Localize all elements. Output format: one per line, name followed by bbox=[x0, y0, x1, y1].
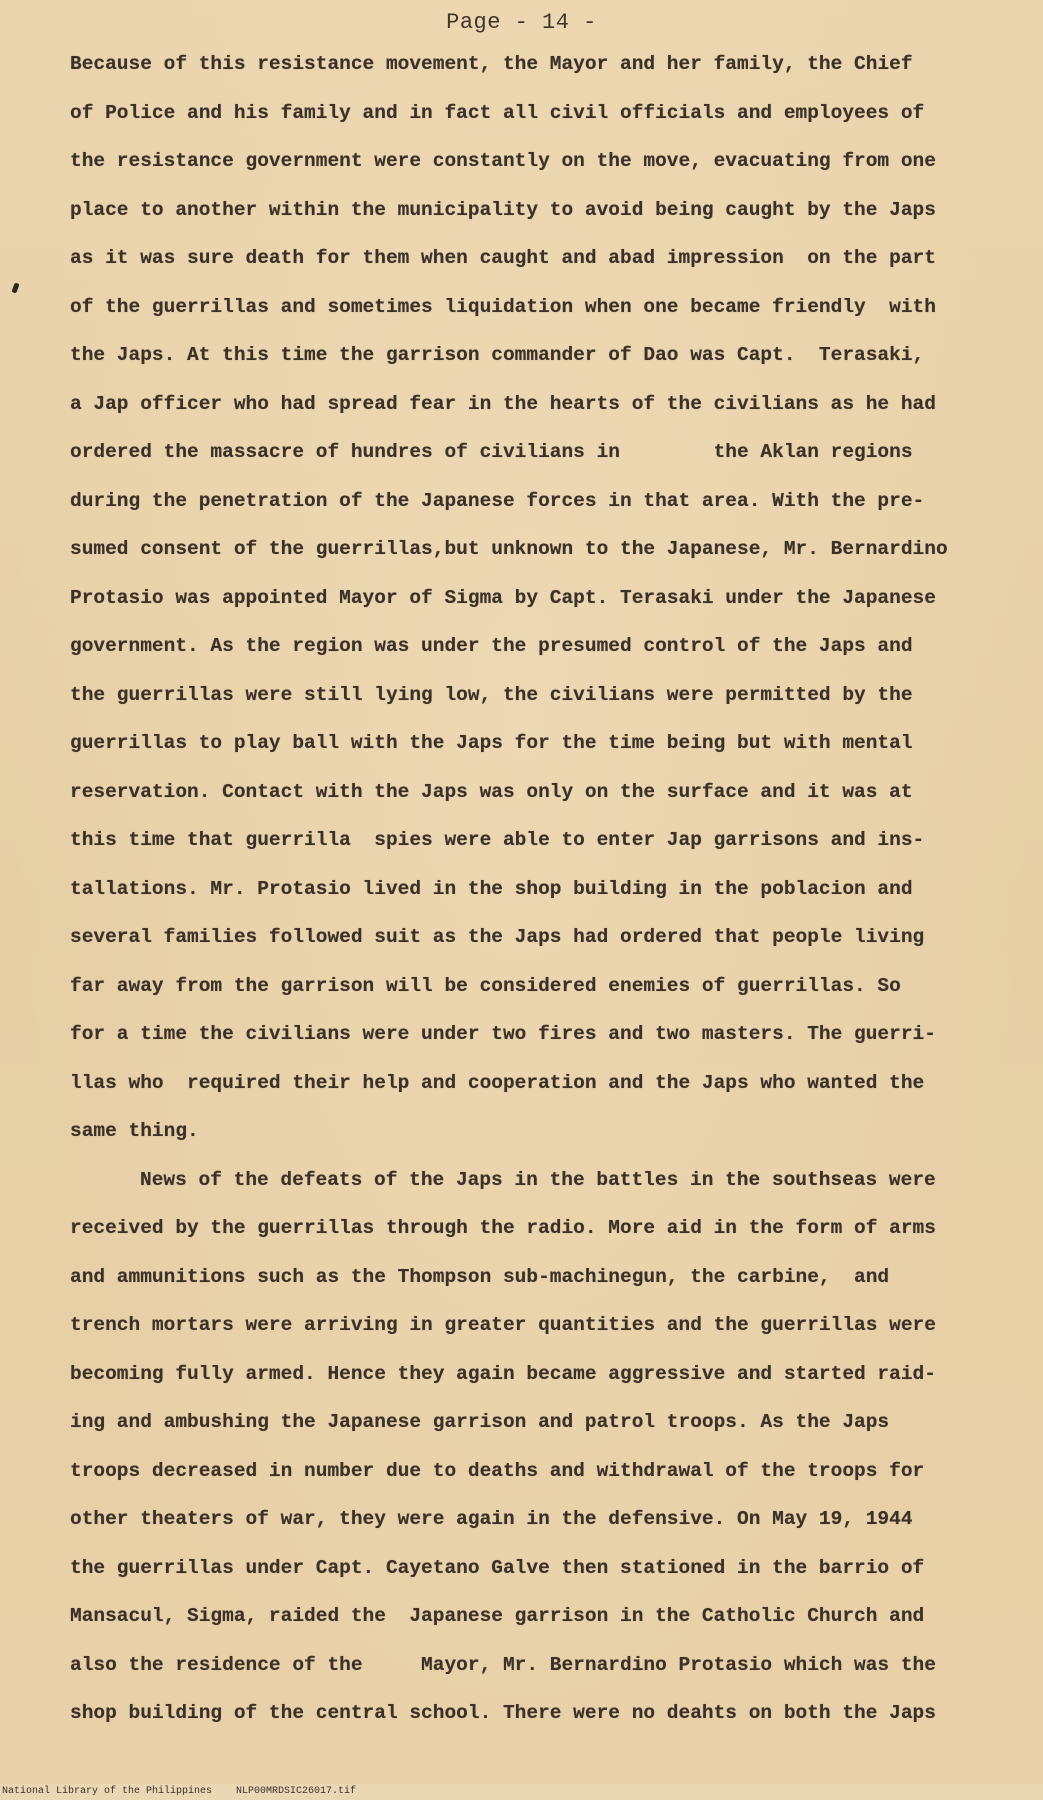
text-line: ing and ambushing the Japanese garrison and patrol troops. As the Japs bbox=[70, 1411, 890, 1433]
text-line: during the penetration of the Japanese forces in that area. With the pre- bbox=[70, 489, 925, 512]
text-line: this time that guerrilla spies were able to enter Jap garrisons and ins- bbox=[70, 829, 925, 851]
text-line: of Police and his family and in fact all civil officials and employees of bbox=[70, 101, 925, 124]
text-line: troops decreased in number due to deaths and withdrawal of the troops for bbox=[70, 1459, 925, 1482]
text-line: shop building of the central school. There were no deahts on both the Japs bbox=[70, 1702, 936, 1724]
text-line: also the residence of the Mayor, Mr. Bernardino Protasio which was the bbox=[70, 1653, 936, 1676]
paragraph-2 bbox=[70, 1156, 990, 1738]
text-line: a Jap officer who had spread fear in the hearts of the civilians as he had bbox=[70, 392, 936, 415]
text-line: ordered the massacre of hundres of civilians in the Aklan regions bbox=[70, 441, 913, 463]
text-line: tallations. Mr. Protasio lived in the shop building in the poblacion and bbox=[70, 877, 913, 900]
text-line: Protasio was appointed Mayor of Sigma by Capt. Terasaki under the Japanese bbox=[70, 586, 936, 609]
archive-footer: National Library of the Philippines NLP00MRDSIC26017.tif bbox=[0, 1784, 1043, 1800]
text-line: becoming fully armed. Hence they again became aggressive and started raid- bbox=[70, 1362, 936, 1385]
text-line: government. As the region was under the presumed control of the Japs and bbox=[70, 635, 913, 657]
text-line: the guerrillas were still lying low, the civilians were permitted by the bbox=[70, 683, 913, 706]
paragraph-1 bbox=[70, 40, 990, 1156]
text-line: for a time the civilians were under two fires and two masters. The guerri- bbox=[70, 1023, 936, 1045]
text-line: the guerrillas under Capt. Cayetano Galve then stationed in the barrio of bbox=[70, 1556, 925, 1579]
text-line: same thing. bbox=[70, 1120, 199, 1142]
text-line: as it was sure death for them when caught and abad impression on the part bbox=[70, 247, 936, 269]
text-line: and ammunitions such as the Thompson sub-machinegun, the carbine, and bbox=[70, 1265, 890, 1288]
text-line: far away from the garrison will be considered enemies of guerrillas. So bbox=[70, 974, 901, 997]
text-line: the resistance government were constantly on the move, evacuating from one bbox=[70, 150, 936, 172]
text-line: sumed consent of the guerrillas,but unknown to the Japanese, Mr. Bernardino bbox=[70, 538, 948, 560]
text-line: Mansacul, Sigma, raided the Japanese garrison in the Catholic Church and bbox=[70, 1605, 925, 1627]
text-line: Because of this resistance movement, the Mayor and her family, the Chief bbox=[70, 53, 913, 75]
text-line: several families followed suit as the Japs had ordered that people living bbox=[70, 926, 925, 948]
document-body bbox=[70, 40, 990, 1738]
text-line: of the guerrillas and sometimes liquidation when one became friendly with bbox=[70, 295, 936, 318]
text-line: News of the defeats of the Japs in the battles in the southseas were bbox=[140, 1168, 936, 1191]
margin-ink-mark bbox=[11, 282, 19, 293]
page-number-header: Page - 14 - bbox=[446, 10, 597, 35]
text-line: trench mortars were arriving in greater quantities and the guerrillas were bbox=[70, 1314, 936, 1336]
text-line: other theaters of war, they were again in the defensive. On May 19, 1944 bbox=[70, 1508, 913, 1530]
text-line: reservation. Contact with the Japs was only on the surface and it was at bbox=[70, 780, 913, 803]
text-line: guerrillas to play ball with the Japs for the time being but with mental bbox=[70, 732, 913, 754]
text-line: the Japs. At this time the garrison commander of Dao was Capt. Terasaki, bbox=[70, 344, 925, 366]
text-line: place to another within the municipality to avoid being caught by the Japs bbox=[70, 198, 936, 221]
text-line: llas who required their help and cooperation and the Japs who wanted the bbox=[70, 1071, 925, 1094]
text-line: received by the guerrillas through the radio. More aid in the form of arms bbox=[70, 1217, 936, 1239]
